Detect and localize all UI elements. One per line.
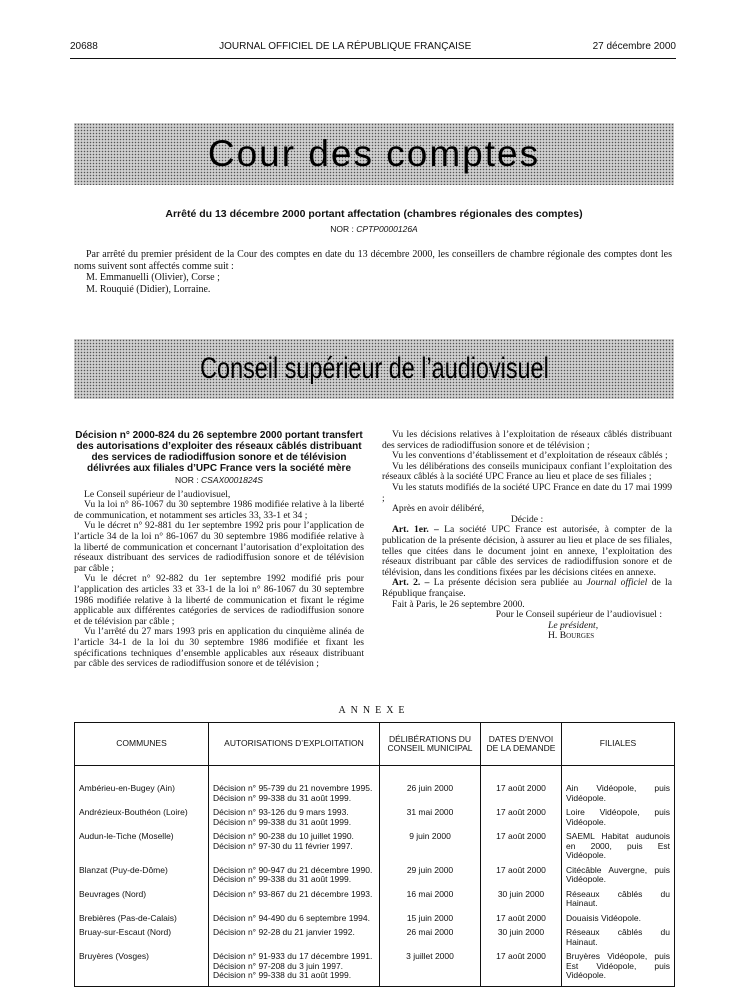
envoi-cell: 17 août 2000 bbox=[481, 808, 562, 832]
autorisations-cell bbox=[209, 784, 380, 808]
article-2-text: La présente décision sera publiée au bbox=[433, 577, 583, 589]
signature-intro: Pour le Conseil supérieur de l’audiovisuel : bbox=[495, 609, 662, 621]
filiale-cell: Douaisis Vidéopole. bbox=[562, 914, 675, 929]
autorisations-cell bbox=[209, 832, 380, 866]
visa-paragraph: Vu les décisions relatives à l’exploitation de réseaux câblés distribuant des services de radiodiffusion sonore et de télévision ; bbox=[382, 429, 672, 451]
nor-label: NOR : bbox=[330, 224, 354, 234]
decision-right-column bbox=[382, 430, 672, 642]
autorisations-cell bbox=[209, 914, 380, 929]
spacer-row bbox=[75, 766, 675, 785]
deliberation-cell: 29 juin 2000 bbox=[380, 866, 481, 890]
nor-code: CSAX0001824S bbox=[201, 475, 263, 485]
filiale-cell: Citécâble Auvergne, puis Vidéopole. bbox=[562, 866, 675, 890]
visa-paragraph: Vu le décret n° 92-882 du 1er septembre 1992 modifié pris pour l’application des articles 33 et 33-1 de la loi n° 86-1067 du 30 septembre 1986 modifiée relative à la liberté de communication et fixant le régime applicable aux différentes catégories de services de radiodiffusion sonore et de télévision par câble ; bbox=[74, 573, 364, 627]
table-row bbox=[75, 928, 675, 952]
table-header-row bbox=[75, 723, 675, 766]
autorisation-line: Décision n° 93-867 du 21 décembre 1993. bbox=[213, 888, 373, 899]
nor-label: NOR : bbox=[175, 475, 199, 485]
section-banner-cour-des-comptes bbox=[74, 123, 674, 185]
signature-role: Le président, bbox=[548, 619, 599, 631]
filiale-cell: Réseaux câblés du Hainaut. bbox=[562, 890, 675, 914]
visa-paragraph: Vu les conventions d’établissement et d’exploitation de réseaux câblés ; bbox=[392, 450, 668, 462]
filiale-cell: Réseaux câblés du Hainaut. bbox=[562, 928, 675, 952]
column-header: AUTORISATIONS D’EXPLOITATION bbox=[209, 723, 380, 766]
article-2-label: Art. 2. – bbox=[392, 577, 430, 589]
column-header: FILIALES bbox=[562, 723, 675, 766]
journal-officiel-italic: Journal officiel bbox=[586, 577, 648, 589]
journal-title: JOURNAL OFFICIEL DE LA RÉPUBLIQUE FRANÇAISE bbox=[219, 41, 472, 52]
autorisation-line: Décision n° 91-933 du 17 décembre 1991. bbox=[213, 951, 373, 961]
deliberation-cell: 26 mai 2000 bbox=[380, 928, 481, 952]
page-header bbox=[70, 41, 676, 57]
autorisations-cell bbox=[209, 890, 380, 914]
header-divider bbox=[70, 58, 676, 59]
autorisations-cell bbox=[209, 866, 380, 890]
deliberation-cell: 3 juillet 2000 bbox=[380, 952, 481, 986]
visa-paragraph: Vu les statuts modifiés de la société UPC France en date du 17 mai 1999 ; bbox=[382, 481, 672, 504]
envoi-cell: 17 août 2000 bbox=[481, 832, 562, 866]
table-row bbox=[75, 952, 675, 986]
autorisation-line: Décision n° 95-739 du 21 novembre 1995. bbox=[213, 783, 373, 793]
affectation-line: M. Rouquié (Didier), Lorraine. bbox=[86, 283, 211, 295]
visa-paragraph: Vu l’arrêté du 27 mars 1993 pris en application du cinquième alinéa de l’article 34-1 de la loi du 30 septembre 1986 modifiée et fixant les spécifications techniques d’ensemble applicables aux réseaux distribuant par câble des services de radiodiffusion sonore et de télévision ; bbox=[74, 626, 364, 670]
article-1-label: Art. 1er. – bbox=[392, 524, 439, 536]
arrete-paragraph: Par arrêté du premier président de la Cour des comptes en date du 13 décembre 2000, les conseillers de chambre régionale des comptes dont les noms suivent sont affectés comme suit : bbox=[74, 249, 672, 272]
banner-title: Conseil supérieur de l’audiovisuel bbox=[199, 352, 549, 385]
nor-code: CPTP0000126A bbox=[356, 224, 418, 234]
visa-paragraph: Après en avoir délibéré, bbox=[392, 503, 485, 515]
arrete-body bbox=[74, 249, 672, 295]
deliberation-cell: 16 mai 2000 bbox=[380, 890, 481, 914]
commune-cell: Andrézieux-Bouthéon (Loire) bbox=[75, 808, 209, 832]
autorisation-line: Décision n° 90-238 du 10 juillet 1990. bbox=[213, 831, 354, 841]
commune-cell: Audun-le-Tiche (Moselle) bbox=[75, 832, 209, 866]
envoi-cell: 30 juin 2000 bbox=[481, 928, 562, 952]
autorisation-line: Décision n° 99-338 du 31 août 1999. bbox=[213, 816, 352, 827]
filiale-cell: SAEML Habitat audunois en 2000, puis Est Vidéopole. bbox=[562, 832, 675, 866]
visa-paragraph: Vu la loi n° 86-1067 du 30 septembre 1986 modifiée relative à la liberté de communication, et notamment ses articles 33, 33-1 et 34 ; bbox=[74, 499, 364, 521]
nor-reference bbox=[0, 224, 748, 234]
filiale-cell: Loire Vidéopole, puis Vidéopole. bbox=[562, 808, 675, 832]
article-1-text: La société UPC France est autorisée, à compter de la publication de la présente décision, à assurer au lieu et place de ses filiales, telles que citées dans le document joint en annexe, l’exploitation des réseaux distribuant par câble des services de radiodiffusion sonore et de télévision, dans les conditions fixées par les décisions citées en annexe. bbox=[382, 524, 672, 578]
nor-reference bbox=[74, 475, 364, 486]
table-row bbox=[75, 832, 675, 866]
page-number: 20688 bbox=[70, 41, 98, 52]
envoi-cell: 30 juin 2000 bbox=[481, 890, 562, 914]
decision-left-column bbox=[74, 430, 364, 670]
deliberation-cell: 26 juin 2000 bbox=[380, 784, 481, 808]
annexe-title: ANNEXE bbox=[338, 705, 410, 716]
visa-paragraph: Vu les délibérations des conseils municipaux confiant l’exploitation des réseaux câblés à la société UPC France au lieu et place de ses filiales ; bbox=[382, 460, 672, 483]
table-row bbox=[75, 890, 675, 914]
issue-date: 27 décembre 2000 bbox=[592, 41, 676, 52]
arrete-title: Arrêté du 13 décembre 2000 portant affectation (chambres régionales des comptes) bbox=[165, 208, 583, 220]
autorisations-cell bbox=[209, 928, 380, 952]
autorisation-line: Décision n° 99-338 du 31 août 1999. bbox=[213, 792, 352, 803]
column-header: DATES D’ENVOI DE LA DEMANDE bbox=[481, 723, 562, 766]
autorisation-line: Décision n° 99-338 du 31 août 1999. bbox=[213, 970, 352, 980]
envoi-cell: 17 août 2000 bbox=[481, 952, 562, 986]
autorisation-line: Décision n° 94-490 du 6 septembre 1994. bbox=[213, 912, 370, 923]
table-row bbox=[75, 914, 675, 929]
commune-cell: Bruay-sur-Escaut (Nord) bbox=[75, 928, 209, 952]
commune-cell: Bruyères (Vosges) bbox=[75, 952, 209, 986]
autorisation-line: Décision n° 99-338 du 31 août 1999. bbox=[213, 874, 352, 884]
decision-title: Décision n° 2000-824 du 26 septembre 2000 portant transfert des autorisations d’exploiter des réseaux câblés distribuant des services de radiodiffusion sonore et de télévision délivrées aux filiales d’UPC France vers la société mère bbox=[75, 430, 363, 474]
decide-line: Décide : bbox=[510, 513, 544, 525]
autorisation-line: Décision n° 97-208 du 3 juin 1997. bbox=[213, 960, 344, 971]
table-row bbox=[75, 866, 675, 890]
envoi-cell: 17 août 2000 bbox=[481, 866, 562, 890]
column-header: DÉLIBÉRATIONS DU CONSEIL MUNICIPAL bbox=[380, 723, 481, 766]
article-1 bbox=[382, 525, 672, 578]
deliberation-cell: 15 juin 2000 bbox=[380, 914, 481, 929]
table-row bbox=[75, 808, 675, 832]
column-header: COMMUNES bbox=[75, 723, 209, 766]
visa-paragraph: Le Conseil supérieur de l’audiovisuel, bbox=[84, 488, 231, 500]
autorisation-line: Décision n° 93-126 du 9 mars 1993. bbox=[213, 807, 349, 817]
fait-line: Fait à Paris, le 26 septembre 2000. bbox=[392, 598, 525, 610]
section-banner-csa bbox=[74, 339, 674, 399]
envoi-cell: 17 août 2000 bbox=[481, 914, 562, 929]
affectation-line: M. Emmanuelli (Olivier), Corse ; bbox=[86, 272, 220, 283]
deliberation-cell: 31 mai 2000 bbox=[380, 808, 481, 832]
article-2-text-end: de la République française. bbox=[382, 577, 672, 599]
envoi-cell: 17 août 2000 bbox=[481, 784, 562, 808]
article-2 bbox=[382, 578, 672, 599]
autorisation-line: Décision n° 92-28 du 21 janvier 1992. bbox=[213, 927, 355, 937]
commune-cell: Beuvrages (Nord) bbox=[75, 890, 209, 914]
annexe-table-body bbox=[75, 766, 675, 987]
annexe-table bbox=[74, 722, 675, 987]
commune-cell: Ambérieu-en-Bugey (Ain) bbox=[75, 784, 209, 808]
autorisation-line: Décision n° 97-30 du 11 février 1997. bbox=[213, 840, 353, 851]
filiale-cell: Bruyères Vidéopole, puis Est Vidéopole, puis Vidéopole. bbox=[562, 952, 675, 986]
autorisations-cell bbox=[209, 808, 380, 832]
banner-title: Cour des comptes bbox=[207, 133, 541, 174]
autorisations-cell bbox=[209, 952, 380, 986]
table-row bbox=[75, 784, 675, 808]
commune-cell: Blanzat (Puy-de-Dôme) bbox=[75, 866, 209, 890]
autorisation-line: Décision n° 90-947 du 21 décembre 1990. bbox=[213, 864, 373, 875]
deliberation-cell: 9 juin 2000 bbox=[380, 832, 481, 866]
commune-cell: Brebières (Pas-de-Calais) bbox=[75, 914, 209, 929]
filiale-cell: Ain Vidéopole, puis Vidéopole. bbox=[562, 784, 675, 808]
signature-name: H. Bourges bbox=[548, 630, 595, 642]
visa-paragraph: Vu le décret n° 92-881 du 1er septembre 1992 pris pour l’application de l’article 34 de la loi n° 86-1067 du 30 septembre 1986 modifiée relative à la liberté de communication et concernant l’autorisation d’exploitation des réseaux distribuant des services de radiodiffusion sonore et de télévision par câble ; bbox=[74, 520, 364, 574]
